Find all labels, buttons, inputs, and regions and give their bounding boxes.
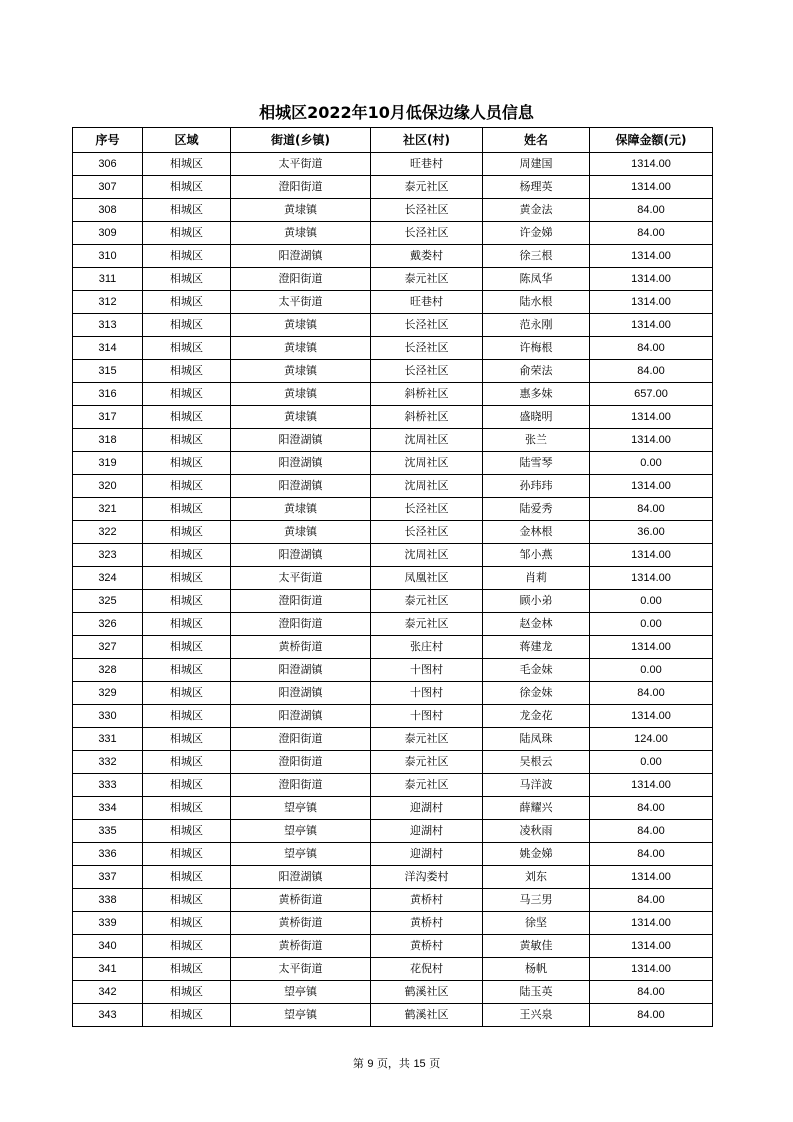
cell-street: 黄桥街道: [231, 912, 371, 935]
cell-district: 相城区: [143, 429, 231, 452]
roster-table: [72, 127, 713, 1027]
cell-community: 泰元社区: [371, 268, 483, 291]
cell-serial: 332: [73, 751, 143, 774]
cell-community: 长泾社区: [371, 337, 483, 360]
cell-amount: 84.00: [590, 889, 713, 912]
cell-community: 十图村: [371, 705, 483, 728]
cell-street: 阳澄湖镇: [231, 452, 371, 475]
cell-serial: 315: [73, 360, 143, 383]
cell-district: 相城区: [143, 245, 231, 268]
table-row: [73, 337, 713, 360]
cell-community: 黄桥村: [371, 935, 483, 958]
table-row: [73, 314, 713, 337]
cell-street: 黄埭镇: [231, 337, 371, 360]
table-row: [73, 751, 713, 774]
cell-community: 长泾社区: [371, 498, 483, 521]
footer-suffix: 页: [429, 1057, 441, 1070]
cell-community: 泰元社区: [371, 751, 483, 774]
cell-serial: 330: [73, 705, 143, 728]
cell-amount: 1314.00: [590, 245, 713, 268]
table-row: [73, 866, 713, 889]
cell-community: 黄桥村: [371, 912, 483, 935]
roster-body: [73, 153, 713, 1027]
cell-name: 徐金妹: [483, 682, 590, 705]
cell-amount: 0.00: [590, 659, 713, 682]
table-row: [73, 935, 713, 958]
cell-street: 黄桥街道: [231, 889, 371, 912]
cell-serial: 321: [73, 498, 143, 521]
cell-name: 陆水根: [483, 291, 590, 314]
cell-serial: 311: [73, 268, 143, 291]
cell-amount: 1314.00: [590, 567, 713, 590]
header-district: 区域: [143, 128, 231, 153]
cell-street: 太平街道: [231, 958, 371, 981]
cell-street: 阳澄湖镇: [231, 659, 371, 682]
cell-serial: 333: [73, 774, 143, 797]
cell-community: 长泾社区: [371, 199, 483, 222]
table-row: [73, 360, 713, 383]
cell-amount: 84.00: [590, 843, 713, 866]
table-row: [73, 498, 713, 521]
table-row: [73, 475, 713, 498]
cell-amount: 84.00: [590, 682, 713, 705]
cell-amount: 84.00: [590, 498, 713, 521]
cell-community: 旺巷村: [371, 153, 483, 176]
cell-name: 马洋波: [483, 774, 590, 797]
header-serial: 序号: [73, 128, 143, 153]
cell-community: 长泾社区: [371, 521, 483, 544]
cell-district: 相城区: [143, 1004, 231, 1027]
cell-community: 十图村: [371, 682, 483, 705]
cell-amount: 1314.00: [590, 958, 713, 981]
cell-district: 相城区: [143, 935, 231, 958]
table-row: [73, 222, 713, 245]
cell-serial: 313: [73, 314, 143, 337]
cell-serial: 342: [73, 981, 143, 1004]
cell-name: 俞荣法: [483, 360, 590, 383]
cell-district: 相城区: [143, 866, 231, 889]
table-row: [73, 429, 713, 452]
cell-name: 陆玉英: [483, 981, 590, 1004]
table-row: [73, 383, 713, 406]
cell-district: 相城区: [143, 314, 231, 337]
cell-amount: 84.00: [590, 820, 713, 843]
cell-street: 澄阳街道: [231, 590, 371, 613]
cell-district: 相城区: [143, 774, 231, 797]
cell-name: 赵金林: [483, 613, 590, 636]
cell-district: 相城区: [143, 291, 231, 314]
cell-community: 迎湖村: [371, 843, 483, 866]
cell-name: 顾小弟: [483, 590, 590, 613]
cell-street: 望亭镇: [231, 843, 371, 866]
cell-amount: 0.00: [590, 613, 713, 636]
cell-amount: 1314.00: [590, 291, 713, 314]
cell-district: 相城区: [143, 360, 231, 383]
cell-amount: 0.00: [590, 590, 713, 613]
cell-name: 徐坚: [483, 912, 590, 935]
cell-community: 沈周社区: [371, 544, 483, 567]
page-footer: [0, 1057, 793, 1071]
cell-name: 黄金法: [483, 199, 590, 222]
cell-community: 迎湖村: [371, 797, 483, 820]
cell-community: 泰元社区: [371, 590, 483, 613]
cell-name: 姚金娣: [483, 843, 590, 866]
cell-amount: 1314.00: [590, 153, 713, 176]
cell-name: 吴根云: [483, 751, 590, 774]
cell-street: 澄阳街道: [231, 751, 371, 774]
table-row: [73, 843, 713, 866]
cell-district: 相城区: [143, 498, 231, 521]
cell-name: 黄敏佳: [483, 935, 590, 958]
cell-serial: 307: [73, 176, 143, 199]
cell-district: 相城区: [143, 406, 231, 429]
cell-amount: 0.00: [590, 452, 713, 475]
cell-street: 黄埭镇: [231, 222, 371, 245]
cell-name: 张兰: [483, 429, 590, 452]
table-row: [73, 291, 713, 314]
cell-street: 澄阳街道: [231, 728, 371, 751]
cell-street: 黄埭镇: [231, 199, 371, 222]
cell-community: 泰元社区: [371, 728, 483, 751]
cell-amount: 1314.00: [590, 429, 713, 452]
cell-serial: 326: [73, 613, 143, 636]
cell-district: 相城区: [143, 521, 231, 544]
cell-community: 黄桥村: [371, 889, 483, 912]
cell-amount: 84.00: [590, 797, 713, 820]
cell-serial: 323: [73, 544, 143, 567]
cell-amount: 1314.00: [590, 705, 713, 728]
table-row: [73, 636, 713, 659]
table-row: [73, 1004, 713, 1027]
cell-community: 凤凰社区: [371, 567, 483, 590]
cell-street: 黄埭镇: [231, 406, 371, 429]
cell-name: 许梅根: [483, 337, 590, 360]
header-amount: 保障金额(元): [590, 128, 713, 153]
cell-name: 龙金花: [483, 705, 590, 728]
cell-district: 相城区: [143, 199, 231, 222]
cell-name: 徐三根: [483, 245, 590, 268]
table-row: [73, 153, 713, 176]
cell-street: 澄阳街道: [231, 613, 371, 636]
cell-street: 阳澄湖镇: [231, 682, 371, 705]
cell-community: 斜桥社区: [371, 383, 483, 406]
table-row: [73, 659, 713, 682]
cell-amount: 1314.00: [590, 935, 713, 958]
footer-prefix: 第: [352, 1057, 364, 1070]
cell-district: 相城区: [143, 613, 231, 636]
cell-serial: 316: [73, 383, 143, 406]
cell-district: 相城区: [143, 452, 231, 475]
table-row: [73, 613, 713, 636]
cell-serial: 314: [73, 337, 143, 360]
cell-amount: 1314.00: [590, 912, 713, 935]
cell-district: 相城区: [143, 268, 231, 291]
cell-community: 戴娄村: [371, 245, 483, 268]
cell-name: 凌秋雨: [483, 820, 590, 843]
cell-community: 沈周社区: [371, 475, 483, 498]
cell-street: 望亭镇: [231, 1004, 371, 1027]
table-row: [73, 958, 713, 981]
cell-serial: 310: [73, 245, 143, 268]
cell-amount: 84.00: [590, 199, 713, 222]
cell-street: 黄埭镇: [231, 383, 371, 406]
cell-street: 望亭镇: [231, 797, 371, 820]
cell-street: 黄埭镇: [231, 314, 371, 337]
cell-community: 十图村: [371, 659, 483, 682]
cell-street: 阳澄湖镇: [231, 475, 371, 498]
cell-name: 陈凤华: [483, 268, 590, 291]
cell-serial: 328: [73, 659, 143, 682]
cell-district: 相城区: [143, 590, 231, 613]
cell-name: 邹小燕: [483, 544, 590, 567]
cell-name: 肖莉: [483, 567, 590, 590]
cell-amount: 1314.00: [590, 544, 713, 567]
cell-community: 斜桥社区: [371, 406, 483, 429]
table-row: [73, 544, 713, 567]
cell-district: 相城区: [143, 751, 231, 774]
table-row: [73, 705, 713, 728]
table-row: [73, 406, 713, 429]
cell-serial: 341: [73, 958, 143, 981]
cell-district: 相城区: [143, 682, 231, 705]
cell-district: 相城区: [143, 889, 231, 912]
cell-community: 张庄村: [371, 636, 483, 659]
cell-amount: 124.00: [590, 728, 713, 751]
cell-street: 阳澄湖镇: [231, 544, 371, 567]
cell-street: 澄阳街道: [231, 268, 371, 291]
cell-amount: 1314.00: [590, 475, 713, 498]
table-row: [73, 268, 713, 291]
cell-name: 孙玮玮: [483, 475, 590, 498]
cell-community: 鹤溪社区: [371, 1004, 483, 1027]
cell-district: 相城区: [143, 820, 231, 843]
cell-serial: 309: [73, 222, 143, 245]
cell-district: 相城区: [143, 705, 231, 728]
table-row: [73, 981, 713, 1004]
cell-street: 阳澄湖镇: [231, 429, 371, 452]
cell-name: 许金娣: [483, 222, 590, 245]
cell-district: 相城区: [143, 176, 231, 199]
cell-amount: 84.00: [590, 1004, 713, 1027]
cell-community: 泰元社区: [371, 613, 483, 636]
cell-street: 太平街道: [231, 291, 371, 314]
footer-total-pages: 15: [413, 1058, 426, 1070]
cell-district: 相城区: [143, 153, 231, 176]
cell-street: 澄阳街道: [231, 176, 371, 199]
table-row: [73, 176, 713, 199]
cell-street: 望亭镇: [231, 981, 371, 1004]
cell-serial: 334: [73, 797, 143, 820]
table-row: [73, 889, 713, 912]
cell-street: 望亭镇: [231, 820, 371, 843]
table-row: [73, 452, 713, 475]
cell-street: 阳澄湖镇: [231, 245, 371, 268]
cell-street: 黄埭镇: [231, 521, 371, 544]
cell-community: 旺巷村: [371, 291, 483, 314]
cell-community: 长泾社区: [371, 314, 483, 337]
cell-name: 王兴泉: [483, 1004, 590, 1027]
cell-serial: 317: [73, 406, 143, 429]
cell-name: 金林根: [483, 521, 590, 544]
cell-street: 黄桥街道: [231, 935, 371, 958]
cell-district: 相城区: [143, 958, 231, 981]
cell-serial: 327: [73, 636, 143, 659]
cell-district: 相城区: [143, 981, 231, 1004]
cell-street: 澄阳街道: [231, 774, 371, 797]
cell-amount: 1314.00: [590, 314, 713, 337]
table-row: [73, 774, 713, 797]
cell-community: 迎湖村: [371, 820, 483, 843]
cell-name: 盛晓明: [483, 406, 590, 429]
cell-name: 刘东: [483, 866, 590, 889]
cell-community: 泰元社区: [371, 774, 483, 797]
cell-name: 毛金妹: [483, 659, 590, 682]
cell-amount: 1314.00: [590, 406, 713, 429]
header-community: 社区(村): [371, 128, 483, 153]
cell-serial: 306: [73, 153, 143, 176]
cell-amount: 84.00: [590, 981, 713, 1004]
table-row: [73, 912, 713, 935]
cell-name: 杨理英: [483, 176, 590, 199]
cell-district: 相城区: [143, 475, 231, 498]
table-row: [73, 245, 713, 268]
cell-street: 太平街道: [231, 567, 371, 590]
cell-serial: 339: [73, 912, 143, 935]
cell-street: 黄埭镇: [231, 360, 371, 383]
cell-street: 黄桥街道: [231, 636, 371, 659]
page-title: 相城区2022年10月低保边缘人员信息: [259, 103, 534, 122]
cell-serial: 337: [73, 866, 143, 889]
cell-community: 沈周社区: [371, 429, 483, 452]
cell-amount: 0.00: [590, 751, 713, 774]
cell-serial: 308: [73, 199, 143, 222]
cell-name: 周建国: [483, 153, 590, 176]
cell-district: 相城区: [143, 544, 231, 567]
cell-amount: 84.00: [590, 337, 713, 360]
cell-name: 蒋建龙: [483, 636, 590, 659]
cell-district: 相城区: [143, 337, 231, 360]
cell-name: 马三男: [483, 889, 590, 912]
cell-serial: 329: [73, 682, 143, 705]
cell-amount: 1314.00: [590, 866, 713, 889]
cell-serial: 340: [73, 935, 143, 958]
footer-middle: 页，共: [376, 1057, 410, 1070]
cell-amount: 1314.00: [590, 176, 713, 199]
cell-serial: 325: [73, 590, 143, 613]
table-row: [73, 590, 713, 613]
table-row: [73, 797, 713, 820]
cell-district: 相城区: [143, 659, 231, 682]
cell-name: 陆雪琴: [483, 452, 590, 475]
cell-amount: 1314.00: [590, 636, 713, 659]
cell-district: 相城区: [143, 728, 231, 751]
cell-community: 花倪村: [371, 958, 483, 981]
cell-community: 鹤溪社区: [371, 981, 483, 1004]
cell-street: 阳澄湖镇: [231, 705, 371, 728]
cell-amount: 84.00: [590, 360, 713, 383]
cell-name: 惠多妹: [483, 383, 590, 406]
cell-community: 长泾社区: [371, 360, 483, 383]
cell-street: 黄埭镇: [231, 498, 371, 521]
cell-serial: 319: [73, 452, 143, 475]
cell-serial: 336: [73, 843, 143, 866]
cell-district: 相城区: [143, 636, 231, 659]
cell-serial: 331: [73, 728, 143, 751]
cell-name: 陆爱秀: [483, 498, 590, 521]
cell-district: 相城区: [143, 797, 231, 820]
cell-community: 泰元社区: [371, 176, 483, 199]
header-row: [73, 128, 713, 153]
cell-district: 相城区: [143, 567, 231, 590]
cell-street: 阳澄湖镇: [231, 866, 371, 889]
cell-amount: 657.00: [590, 383, 713, 406]
cell-serial: 312: [73, 291, 143, 314]
table-row: [73, 820, 713, 843]
table-row: [73, 521, 713, 544]
cell-district: 相城区: [143, 222, 231, 245]
cell-serial: 335: [73, 820, 143, 843]
cell-district: 相城区: [143, 383, 231, 406]
cell-serial: 338: [73, 889, 143, 912]
header-street: 街道(乡镇): [231, 128, 371, 153]
cell-amount: 1314.00: [590, 268, 713, 291]
cell-amount: 1314.00: [590, 774, 713, 797]
header-name: 姓名: [483, 128, 590, 153]
table-row: [73, 728, 713, 751]
cell-community: 长泾社区: [371, 222, 483, 245]
cell-serial: 324: [73, 567, 143, 590]
cell-name: 薛耀兴: [483, 797, 590, 820]
cell-serial: 343: [73, 1004, 143, 1027]
cell-amount: 84.00: [590, 222, 713, 245]
cell-community: 沈周社区: [371, 452, 483, 475]
footer-page-number: 9: [367, 1058, 374, 1070]
table-row: [73, 199, 713, 222]
cell-street: 太平街道: [231, 153, 371, 176]
cell-name: 陆凤珠: [483, 728, 590, 751]
table-row: [73, 682, 713, 705]
cell-district: 相城区: [143, 912, 231, 935]
cell-serial: 322: [73, 521, 143, 544]
cell-amount: 36.00: [590, 521, 713, 544]
table-row: [73, 567, 713, 590]
cell-serial: 320: [73, 475, 143, 498]
cell-serial: 318: [73, 429, 143, 452]
cell-district: 相城区: [143, 843, 231, 866]
cell-community: 洋沟娄村: [371, 866, 483, 889]
cell-name: 杨帆: [483, 958, 590, 981]
cell-name: 范永刚: [483, 314, 590, 337]
